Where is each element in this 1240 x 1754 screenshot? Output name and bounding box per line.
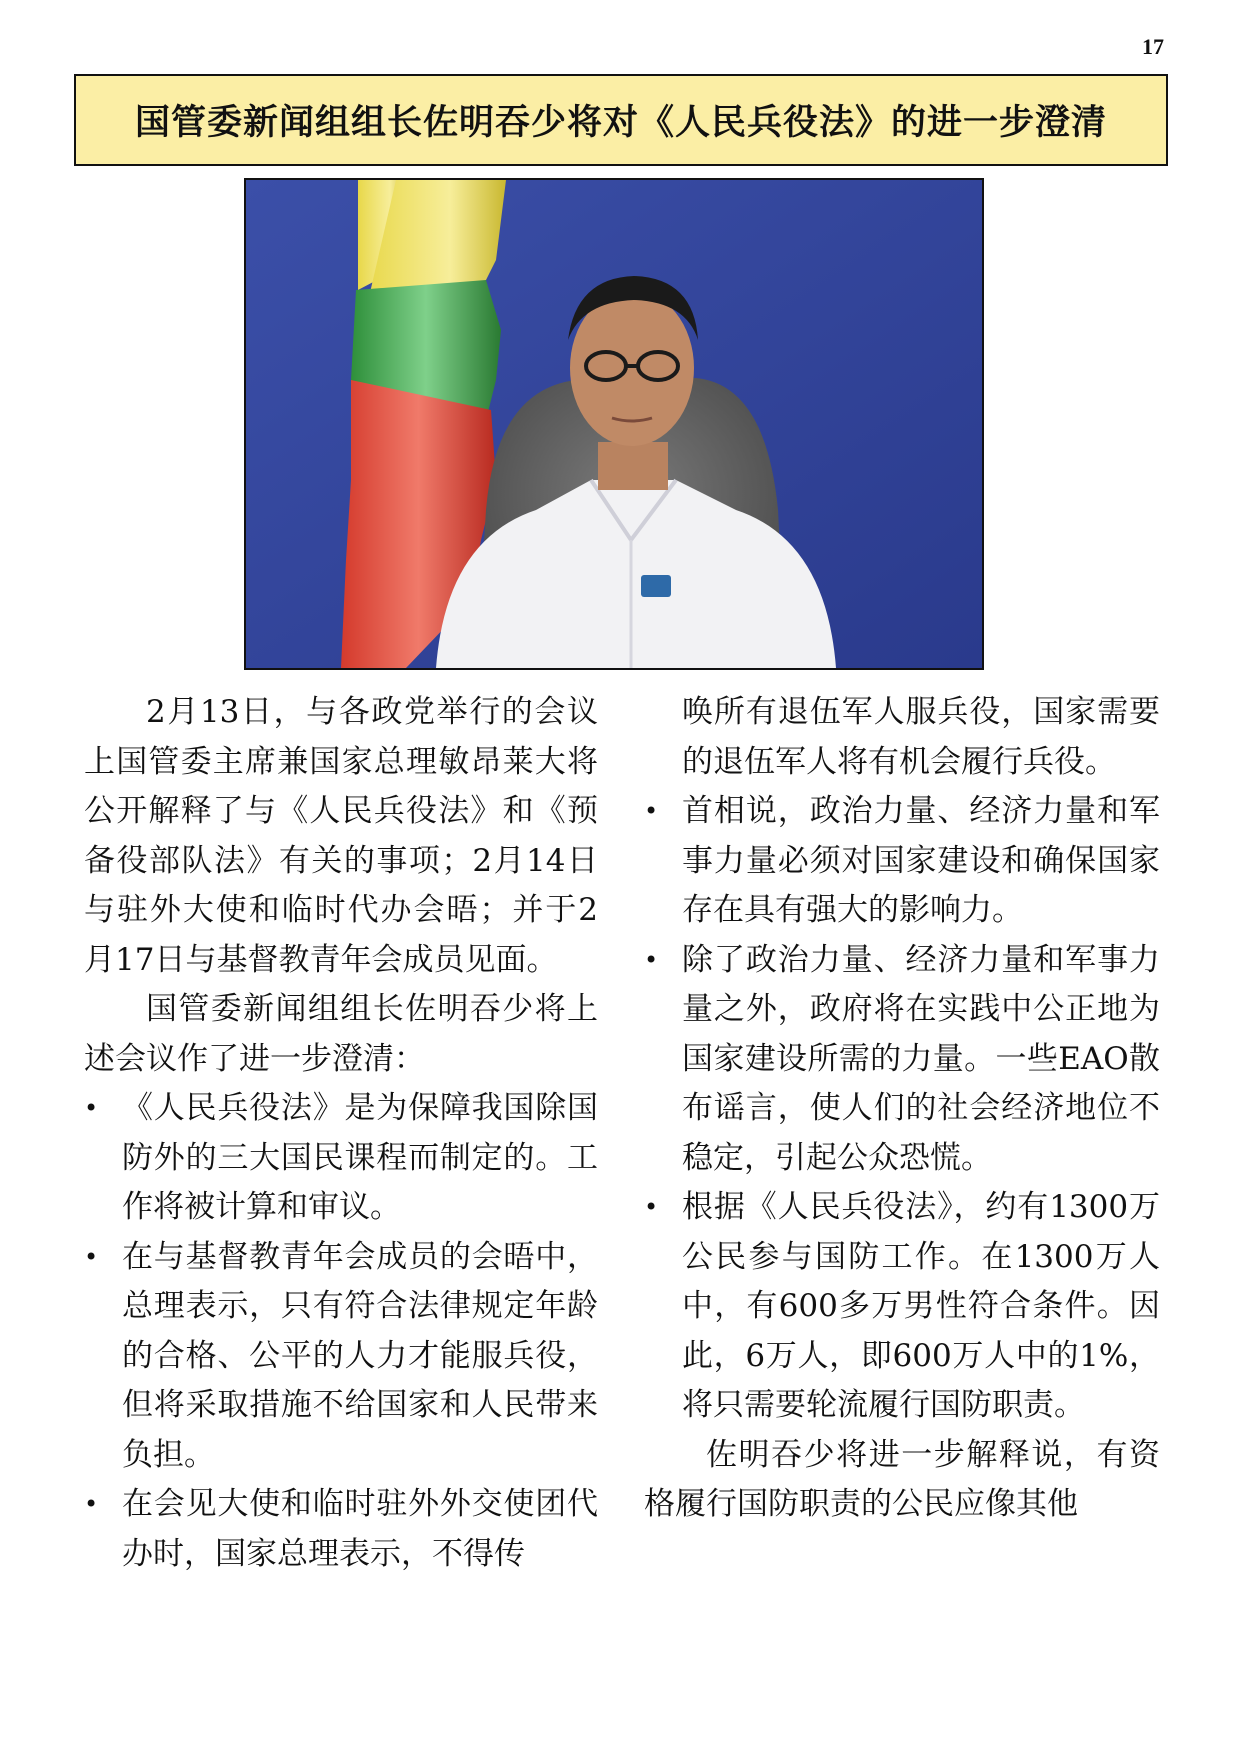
left-bullet-list [84,1084,598,1579]
article-title: 国管委新闻组组长佐明吞少将对《人民兵役法》的进一步澄清 [134,103,1107,143]
article-title-box [74,74,1168,166]
list-item: • 根据《人民兵役法》，约有1300万公民参与国防工作。在1300万人中，有600多万男性符合条件。因此，6万人，即600万人中的1%，将只需要轮流履行国防职责。 [644,1183,1160,1431]
list-item: • 首相说，政治力量、经济力量和军事力量必须对国家建设和确保国家存在具有强大的影响力。 [644,787,1160,936]
right-column [644,688,1160,1530]
list-item: • 在会见大使和临时驻外外交使团代办时，国家总理表示，不得传 [84,1480,598,1579]
article-photo [244,178,984,670]
paragraph-clarification: 国管委新闻组组长佐明吞少将上述会议作了进一步澄清： [84,991,598,1077]
list-item: • 除了政治力量、经济力量和军事力量之外，政府将在实践中公正地为国家建设所需的力量。一些EAO散布谣言，使人们的社会经济地位不稳定，引起公众恐慌。 [644,936,1160,1184]
list-item-continuation: 唤所有退伍军人服兵役，国家需要的退伍军人将有机会履行兵役。 [682,694,1160,780]
paragraph-intro: 2月13日，与各政党举行的会议上国管委主席兼国家总理敏昂莱大将公开解释了与《人民兵役法》和《预备役部队法》有关的事项；2月14日与驻外大使和临时代办会晤；并于2月17日与基督教青年会成员见面。 [84,694,598,978]
paragraph-closing: 佐明吞少将进一步解释说，有资格履行国防职责的公民应像其他 [644,1436,1160,1522]
list-item: • 在与基督教青年会成员的会晤中，总理表示，只有符合法律规定年龄的合格、公平的人力才能服兵役，但将采取措施不给国家和人民带来负担。 [84,1233,598,1481]
official-portrait-photo [246,180,982,668]
right-bullet-list [644,688,1160,1431]
page-number: 17 [1142,34,1164,59]
list-item: • 《人民兵役法》是为保障我国除国防外的三大国民课程而制定的。工作将被计算和审议。 [84,1084,598,1233]
left-column [84,688,598,1579]
